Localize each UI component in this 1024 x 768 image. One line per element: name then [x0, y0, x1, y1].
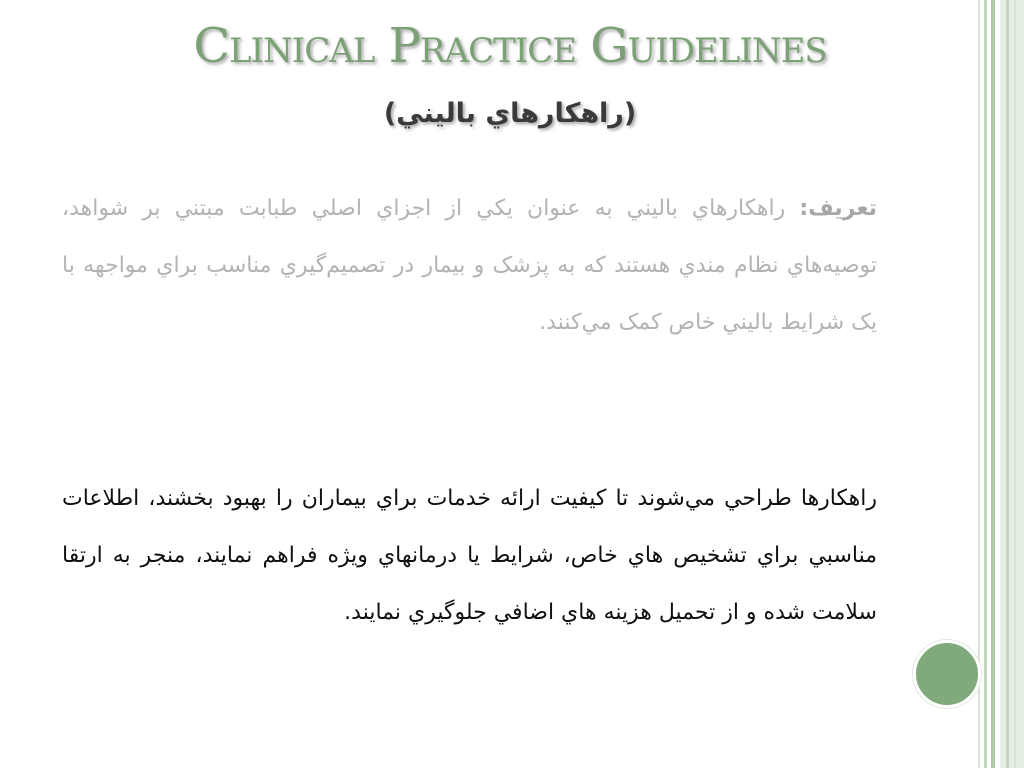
purpose-paragraph: راهکارها طراحي مي‌شوند تا کيفيت ارائه خدمات براي بيماران را بهبود بخشند، اطلاعات مناسبي براي تشخيص هاي خاص، شرايط يا درمانهاي ويژه فراهم نمايند، منجر به ارتقا سلامت شده و از تحميل هزينه هاي اضافي جلوگيري نمايند. [62, 486, 877, 625]
definition-text: راهکارهاي باليني به عنوان يکي از اجزاي اصلي طبابت مبتني بر شواهد، توصيه‌هاي نظام مندي هستند که به پزشک و بيمار در تصميم‌گيري مناسب براي مواجهه با يک شرايط باليني خاص کمک مي‌کنند. [62, 196, 877, 335]
right-border-stripe [991, 0, 995, 768]
right-border-band [1000, 0, 1024, 768]
decorative-circle [913, 640, 981, 708]
right-border-stripe [978, 0, 980, 768]
right-border-stripe [1006, 0, 1009, 768]
definition-term: تعريف: [799, 196, 877, 221]
right-border-stripe [984, 0, 987, 768]
definition-paragraph [62, 180, 877, 351]
right-border-stripe [1014, 0, 1016, 768]
slide-subtitle: (راهکارهاي باليني) [383, 98, 637, 129]
slide-title: Clinical Practice Guidelines [193, 18, 827, 74]
